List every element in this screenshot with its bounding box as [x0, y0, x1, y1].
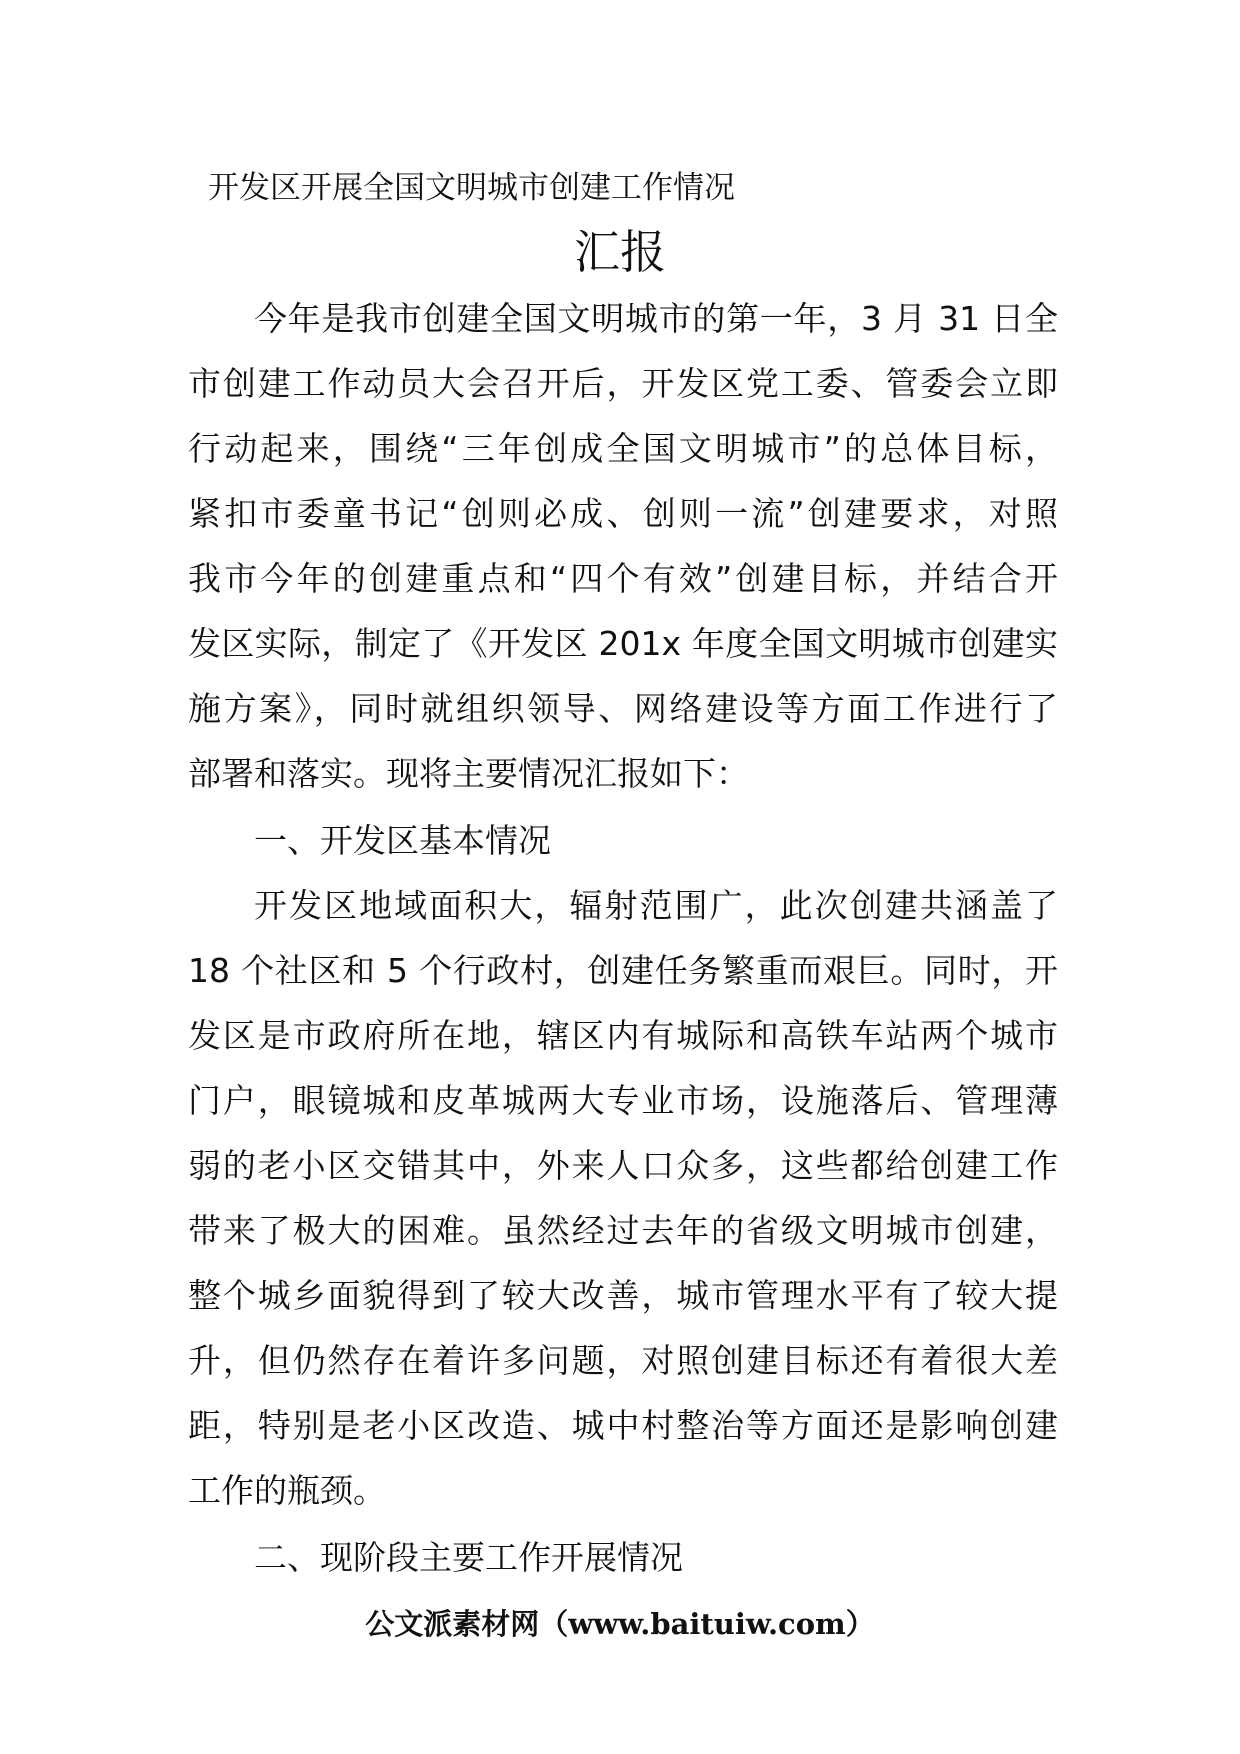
paragraph-line: 行动起来，围绕“三年创成全国文明城市”的总体目标，	[188, 429, 1058, 468]
section-heading-1	[188, 808, 1058, 873]
paragraph-line: 施方案》，同时就组织领导、网络建设等方面工作进行了	[188, 689, 1058, 728]
paragraph-intro	[188, 286, 1058, 806]
section-heading-text: 二、现阶段主要工作开展情况	[254, 1538, 683, 1577]
footer-watermark: 公文派素材网（www.baituiw.com）	[365, 1607, 875, 1641]
paragraph-line: 市创建工作动员大会召开后，开发区党工委、管委会立即	[188, 364, 1058, 403]
paragraph-line: 工作的瓶颈。	[188, 1471, 386, 1510]
paragraph-line: 弱的老小区交错其中，外来人口众多，这些都给创建工作	[188, 1146, 1058, 1185]
paragraph-line: 部署和落实。现将主要情况汇报如下：	[188, 754, 749, 793]
document-title-line-2: 汇报	[574, 225, 666, 279]
paragraph-line: 我市今年的创建重点和“四个有效”创建目标，并结合开	[188, 559, 1058, 598]
paragraph-line: 发区是市政府所在地，辖区内有城际和高铁车站两个城市	[188, 1016, 1058, 1055]
paragraph-line: 今年是我市创建全国文明城市的第一年，3 月 31 日全	[254, 299, 1058, 338]
paragraph-line: 门户，眼镜城和皮革城两大专业市场，设施落后、管理薄	[188, 1081, 1058, 1120]
section-heading-2	[188, 1525, 1058, 1590]
paragraph-line: 距，特别是老小区改造、城中村整治等方面还是影响创建	[188, 1406, 1058, 1445]
paragraph-line: 带来了极大的困难。虽然经过去年的省级文明城市创建，	[188, 1211, 1058, 1250]
paragraph-line: 整个城乡面貌得到了较大改善，城市管理水平有了较大提	[188, 1276, 1058, 1315]
paragraph-line: 紧扣市委童书记“创则必成、创则一流”创建要求，对照	[188, 494, 1058, 533]
document-title-line-1: 开发区开展全国文明城市创建工作情况	[208, 170, 735, 206]
paragraph-basic-situation	[188, 873, 1058, 1523]
paragraph-line: 升，但仍然存在着许多问题，对照创建目标还有着很大差	[188, 1341, 1058, 1380]
paragraph-line: 开发区地域面积大，辐射范围广，此次创建共涵盖了	[254, 886, 1058, 925]
section-heading-text: 一、开发区基本情况	[254, 821, 551, 860]
paragraph-line: 18 个社区和 5 个行政村，创建任务繁重而艰巨。同时，开	[188, 951, 1058, 990]
paragraph-line: 发区实际，制定了《开发区 201x 年度全国文明城市创建实	[188, 624, 1058, 663]
